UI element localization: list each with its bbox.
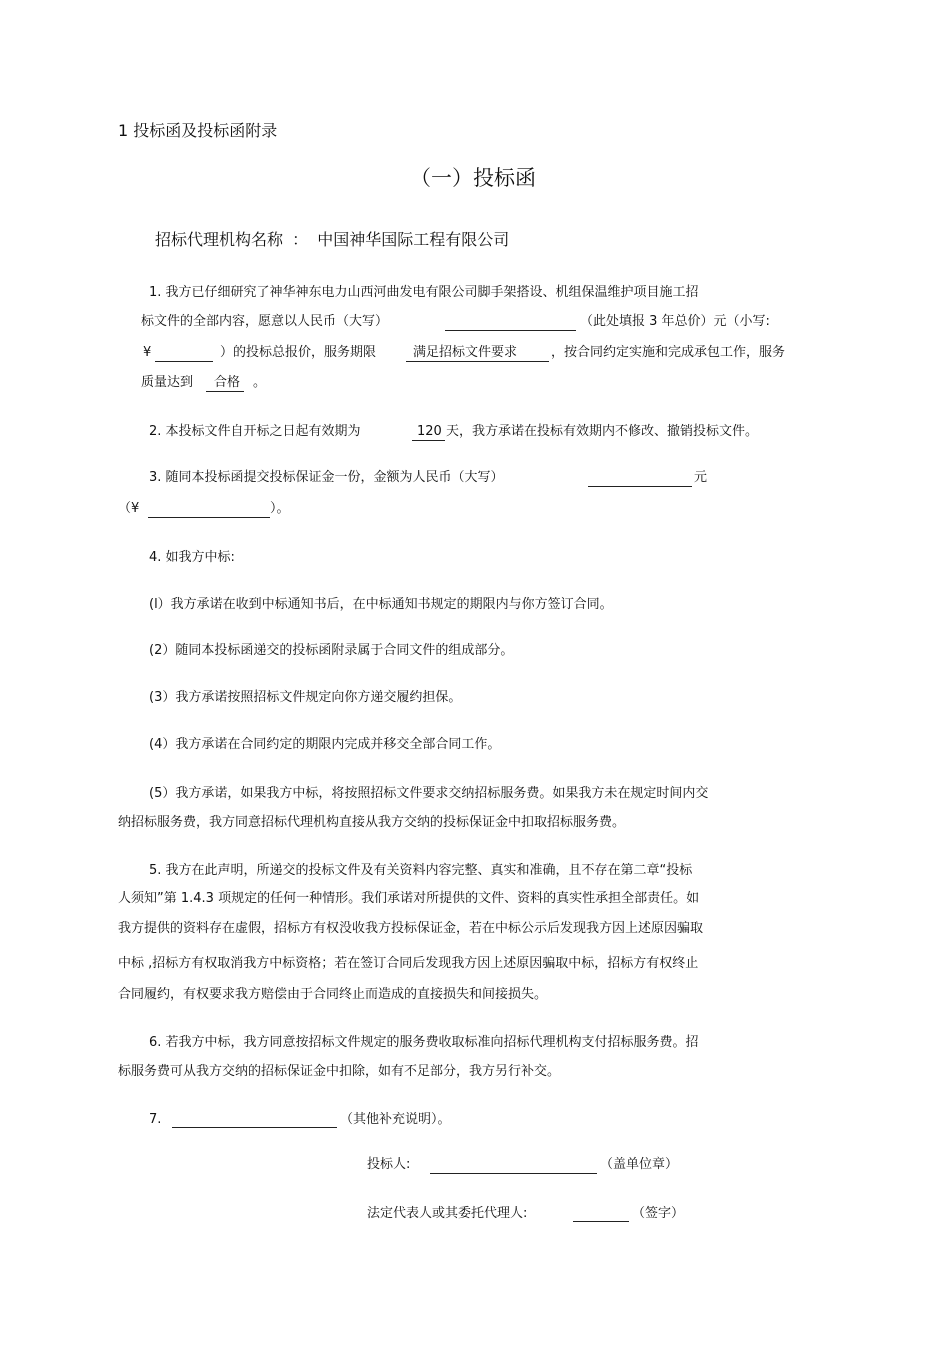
- p2-b: 天，我方承诺在投标有效期内不修改、撤销投标文件。: [446, 424, 759, 439]
- amount-words-blank[interactable]: [445, 330, 576, 331]
- p3-d: ）。: [270, 501, 290, 516]
- document-title: （一）投标函: [410, 166, 536, 190]
- service-period-value: 满足招标文件要求: [413, 345, 518, 360]
- p1-line2b: （此处填报 3 年总价）元（小写:: [580, 314, 770, 329]
- bidder-seal-note: （盖单位章）: [600, 1157, 679, 1172]
- validity-days: 120: [417, 424, 442, 439]
- bond-number-blank[interactable]: [148, 517, 270, 518]
- p6-line: 6. 若我方中标，我方同意按招标文件规定的服务费收取标准向招标代理机构支付招标服务费。招: [149, 1035, 699, 1050]
- list-item: (3）我方承诺按照招标文件规定向你方递交履约担保。: [149, 690, 462, 705]
- bidder-blank[interactable]: [430, 1173, 597, 1174]
- agency-colon: ：: [292, 230, 309, 249]
- list-item: (4）我方承诺在合同约定的期限内完成并移交全部合同工作。: [149, 737, 501, 752]
- list-item: (5）我方承诺，如果我方中标，将按照招标文件要求交纳招标服务费。如果我方未在规定时间内交: [149, 786, 709, 801]
- section-heading: 1 投标函及投标函附录: [118, 121, 278, 140]
- list-item: (2）随同本投标函递交的投标函附录属于合同文件的组成部分。: [149, 643, 514, 658]
- representative-sign-note: （签字）: [632, 1206, 685, 1221]
- p3-c: （¥: [118, 501, 140, 516]
- p5-line: 中标 ,招标方有权取消我方中标资格；若在签订合同后发现我方因上述原因骗取中标，招标方有权终止: [118, 956, 699, 971]
- p5-line: 我方提供的资料存在虚假，招标方有权没收我方投标保证金，若在中标公示后发现我方因上述原因骗取: [118, 921, 704, 936]
- service-period-underline: [406, 361, 549, 362]
- p6-line: 标服务费可从我方交纳的招标保证金中扣除，如有不足部分，我方另行补交。: [118, 1064, 561, 1079]
- representative-label: 法定代表人或其委托代理人:: [367, 1206, 528, 1221]
- p3-a: 3. 随同本投标函提交投标保证金一份，金额为人民币（大写）: [149, 470, 504, 485]
- list-item: (l）我方承诺在收到中标通知书后，在中标通知书规定的期限内与你方签订合同。: [149, 597, 613, 612]
- p1-line3b: ）的投标总报价，服务期限: [220, 345, 377, 360]
- p1-line4a: 质量达到: [141, 375, 194, 390]
- validity-days-underline: [412, 440, 445, 441]
- bond-words-blank[interactable]: [588, 486, 692, 487]
- p5-line: 合同履约，有权要求我方赔偿由于合同终止而造成的直接损失和间接损失。: [118, 987, 548, 1002]
- representative-blank[interactable]: [573, 1221, 629, 1222]
- p5-line: 5. 我方在此声明，所递交的投标文件及有关资料内容完整、真实和准确，且不存在第二章“投标: [149, 863, 693, 878]
- p1-line1: 1. 我方已仔细研究了神华神东电力山西河曲发电有限公司脚手架搭设、机组保温维护项目施工招: [149, 285, 699, 300]
- p1-line3c: ，按合同约定实施和完成承包工作，服务: [551, 345, 786, 360]
- agency-line: [155, 229, 509, 251]
- p4: 4. 如我方中标:: [149, 550, 235, 565]
- p3-b: 元: [694, 470, 708, 485]
- p1-line2a: 标文件的全部内容，愿意以人民币（大写）: [141, 314, 389, 329]
- p7-number: 7.: [149, 1112, 162, 1127]
- p1-line4b: 。: [253, 375, 267, 390]
- p2-a: 2. 本投标文件自开标之日起有效期为: [149, 424, 361, 439]
- list-item-cont: 纳招标服务费，我方同意招标代理机构直接从我方交纳的投标保证金中扣取招标服务费。: [118, 815, 626, 830]
- quality-underline: [206, 391, 244, 392]
- p5-line: 人须知”第 1.4.3 项规定的任何一种情形。我们承诺对所提供的文件、资料的真实性承担全部责任。如: [118, 891, 700, 906]
- supplement-blank[interactable]: [172, 1127, 337, 1128]
- agency-label: 招标代理机构名称: [155, 230, 284, 249]
- quality-value: 合格: [214, 375, 241, 390]
- bidder-label: 投标人:: [367, 1157, 411, 1172]
- agency-name: 中国神华国际工程有限公司: [317, 230, 510, 249]
- p1-yen: ¥: [143, 345, 152, 360]
- p7-note: （其他补充说明）。: [340, 1112, 451, 1127]
- amount-number-blank[interactable]: [155, 361, 213, 362]
